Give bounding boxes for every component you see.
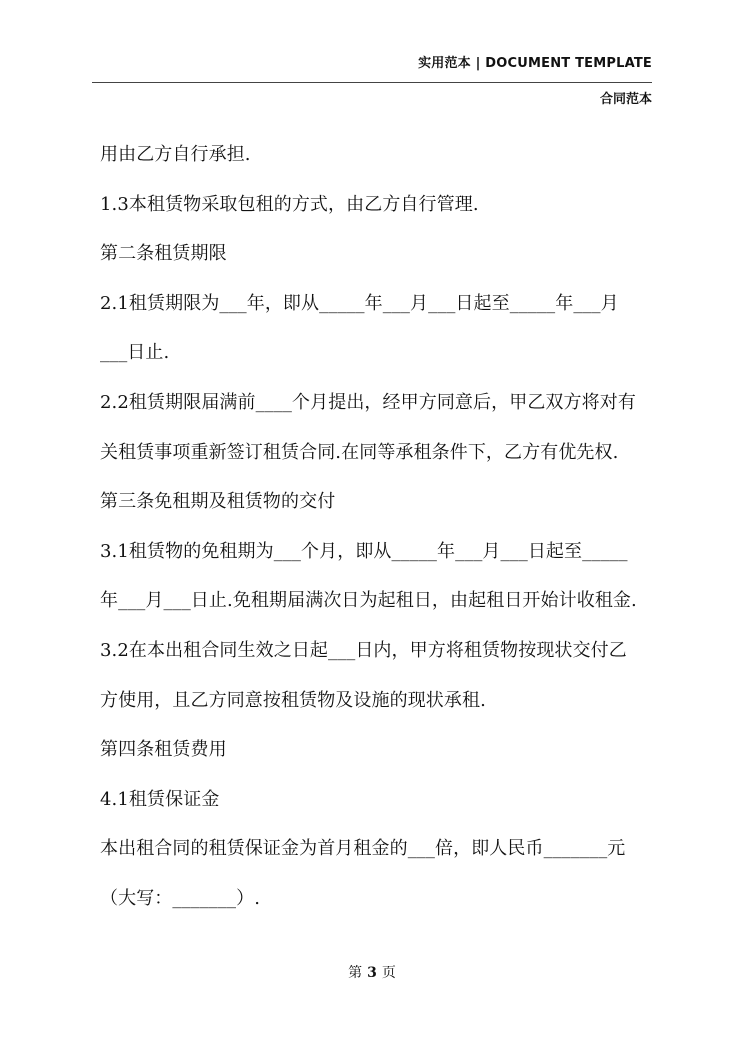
page-footer (0, 962, 744, 982)
body-line: （大写：_______）. (100, 887, 261, 909)
body-line: 2.1租赁期限为___年，即从_____年___月___日起至_____年___月 (100, 292, 619, 314)
header-subtitle: 合同范本 (599, 92, 652, 107)
document-body (100, 143, 660, 937)
section-heading: 第二条租赁期限 (100, 243, 227, 265)
body-line: 3.1租赁物的免租期为___个月，即从_____年___月___日起至_____ (100, 540, 628, 562)
body-line: 2.2租赁期限届满前____个月提出，经甲方同意后，甲乙双方将对有 (100, 391, 636, 413)
body-line: 方使用，且乙方同意按租赁物及设施的现状承租. (100, 689, 486, 711)
body-line: 4.1租赁保证金 (100, 788, 220, 810)
body-line: 3.2在本出租合同生效之日起___日内，甲方将租赁物按现状交付乙 (100, 639, 627, 661)
header-title: 实用范本 | DOCUMENT TEMPLATE (418, 56, 652, 71)
footer-suffix: 页 (381, 965, 396, 981)
section-heading: 第三条免租期及租赁物的交付 (100, 491, 336, 513)
body-line: 本出租合同的租赁保证金为首月租金的___倍，即人民币_______元 (100, 838, 626, 860)
body-line: 用由乙方自行承担. (100, 144, 251, 165)
body-line: 关租赁事项重新签订租赁合同.在同等承租条件下，乙方有优先权. (100, 441, 619, 463)
body-line: ___日止. (100, 342, 170, 364)
header-divider (92, 82, 652, 83)
body-line: 年___月___日止.免租期届满次日为起租日，由起租日开始计收租金. (100, 590, 637, 612)
page-number: 3 (367, 965, 377, 981)
body-line: 1.3本租赁物采取包租的方式，由乙方自行管理. (100, 193, 479, 215)
footer-prefix: 第 (348, 965, 363, 981)
section-heading: 第四条租赁费用 (100, 739, 227, 761)
